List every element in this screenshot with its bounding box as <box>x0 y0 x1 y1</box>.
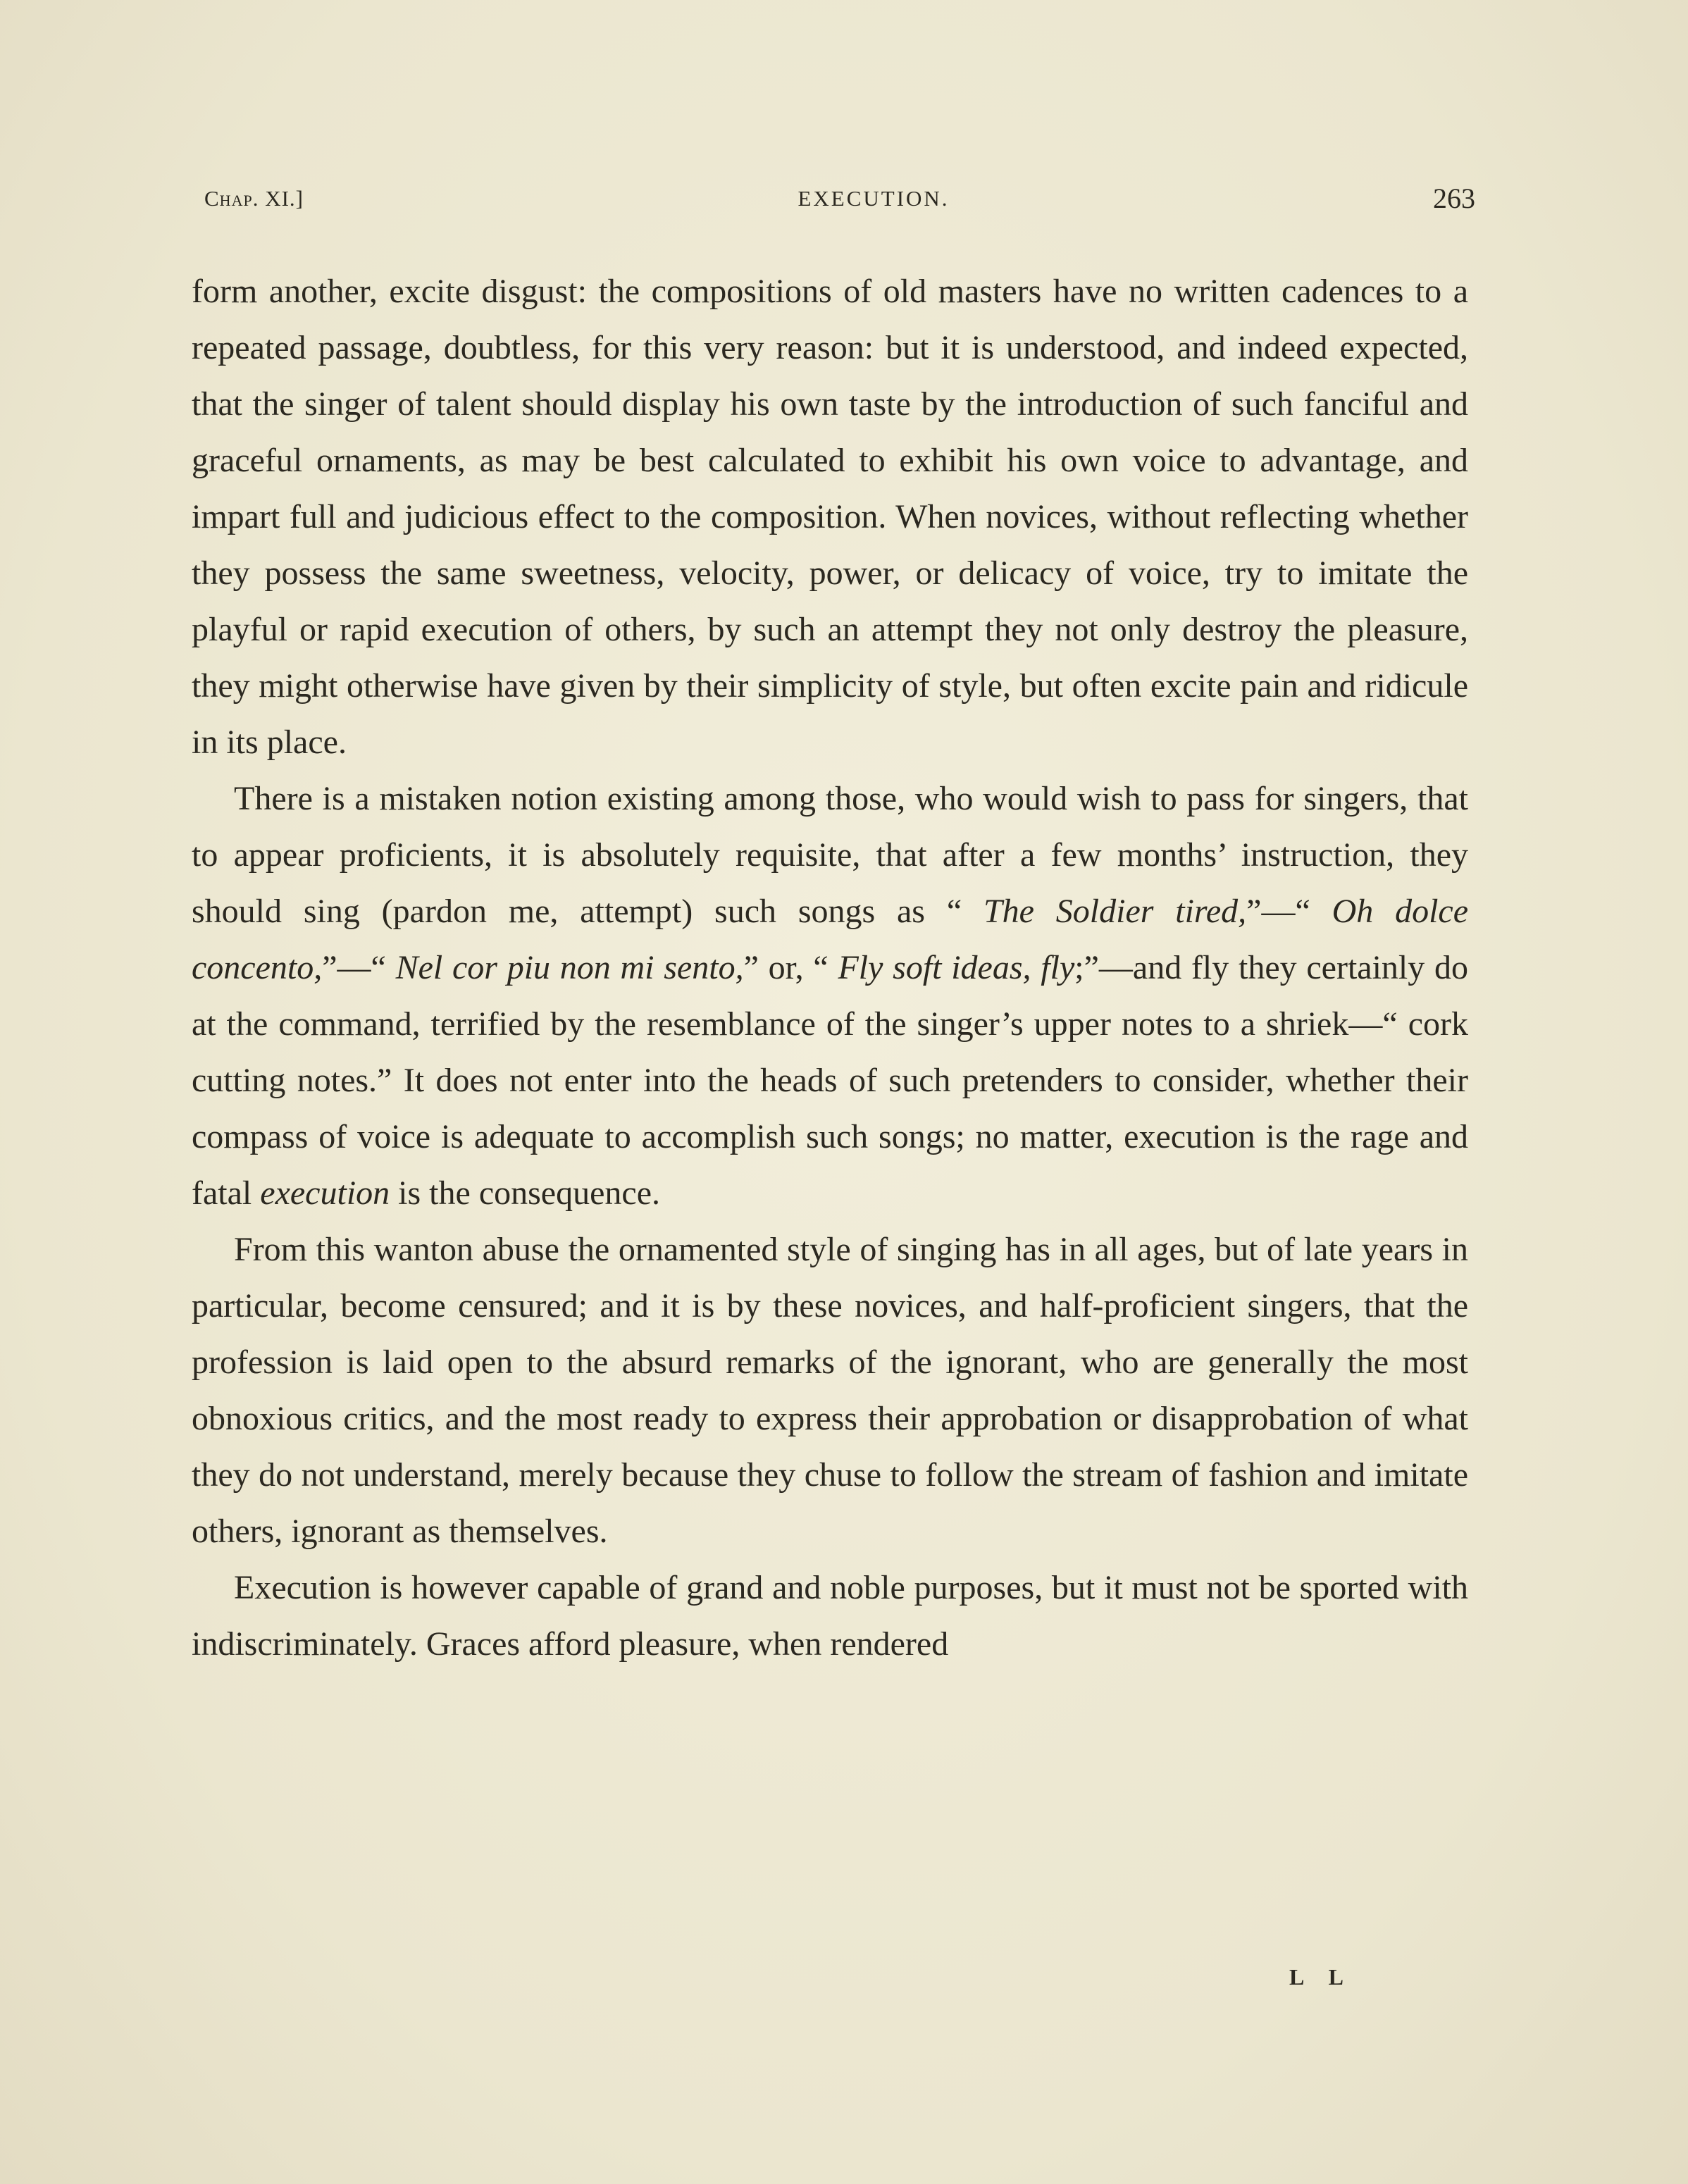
page-number: 263 <box>1433 182 1475 214</box>
quote-separator: ”—“ <box>1246 893 1332 930</box>
song-title-oh-dolce-concento: Oh dolce concento, <box>192 893 1469 986</box>
quote-separator: ” or, “ <box>743 949 838 986</box>
paragraph-2-text-b: ;”—and fly they certainly do at the command, terrified by the resemblance of the singer’s upper notes to a shriek—“ cork cutting notes.” It does not enter into the heads of such pretenders to consider, whether their compass of voice is adequate to accomplish such songs; no matter, execution is the rage and fatal <box>192 949 1468 1212</box>
quote-separator: ”—“ <box>322 949 396 986</box>
running-head <box>204 182 1475 217</box>
paragraph-3: From this wanton abuse the ornamented style of singing has in all ages, but of late years in particular, become censured; and it is by these novices, and half-proficient singers, that the profession is laid open to the absurd remarks of the ignorant, who are generally the most obnoxious critics, and the most ready to express their approbation or disapprobation of what they do not understand, merely because they chuse to follow the stream of fashion and imitate others, ignorant as themselves. <box>192 1231 1468 1550</box>
song-title-nel-cor: Nel cor piu non mi sento, <box>395 949 744 986</box>
emphasis-execution: execution <box>260 1174 390 1212</box>
paragraph-4: Execution is however capable of grand and noble purposes, but it must not be sported with indiscriminately. Graces afford pleasure, when rendered <box>192 1569 1468 1663</box>
body-text <box>192 263 1468 1673</box>
chapter-label: Chap. XI.] <box>204 186 304 211</box>
paragraph-1: form another, excite disgust: the compositions of old masters have no written cadences to a repeated passage, doubtless, for this very reason: but it is understood, and indeed expected, that the singer of talent should display his own taste by the introduction of such fanciful and graceful ornaments, as may be best calculated to exhibit his own voice to advantage, and impart full and judicious effect to the composition. When novices, without reflecting whether they possess the same sweetness, velocity, power, or delicacy of voice, try to imitate the playful or rapid execution of others, by such an attempt they not only destroy the pleasure, they might otherwise have given by their simplicity of style, but often excite pain and ridicule in its place. <box>192 273 1468 761</box>
song-title-soldier-tired: The Soldier tired, <box>983 893 1247 930</box>
paragraph-2-text-c: is the consequence. <box>390 1174 661 1212</box>
paragraph-2 <box>192 771 1468 1222</box>
paragraph-2-text-a: There is a mistaken notion existing among those, who would wish to pass for singers, that to appear proficients, it is absolutely requisite, that after a few months’ instruction, they should sing (pardon me, attempt) such songs as “ <box>192 780 1468 930</box>
song-title-fly-soft-ideas: Fly soft ideas, fly <box>838 949 1075 986</box>
signature-mark: L L <box>1289 1964 1353 1990</box>
section-title: EXECUTION. <box>798 186 950 211</box>
